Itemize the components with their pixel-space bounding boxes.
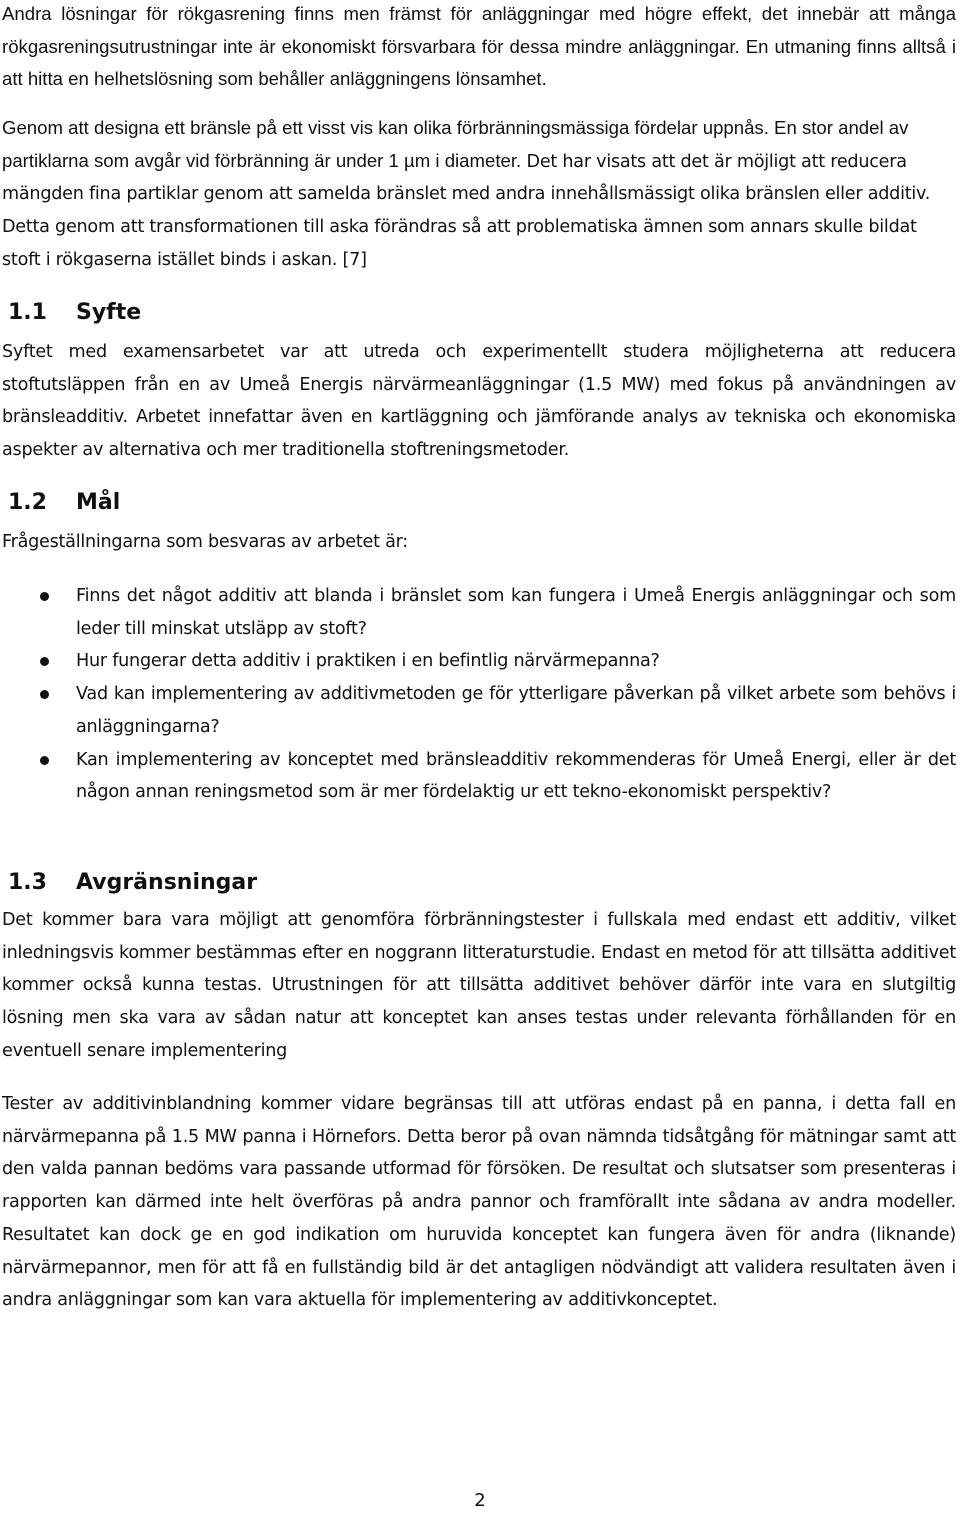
section-heading-mal: [8, 490, 120, 515]
section-number: 1.2: [8, 490, 47, 515]
list-item: [2, 645, 956, 678]
list-item-text: Vad kan implementering av additivmetoden ge för ytterligare påverkan på vilket arbete som behövs i anläggningarna?: [76, 684, 956, 737]
paragraph-intro-2b: Det har visats att det är möjligt att reducera mängden fina partiklar genom att samelda bränslet med andra innehållsmässigt olika bränslen eller additiv. Detta genom att transformationen till aska förändras så att problematiska ämnen som annars skulle bildat stoft i rökgaserna istället binds i askan. [7]: [2, 151, 931, 270]
list-item-text: Hur fungerar detta additiv i praktiken i en befintlig närvärmepanna?: [76, 651, 660, 672]
list-item: [2, 744, 956, 809]
paragraph-intro-2: [2, 112, 956, 277]
section-heading-avgransningar: [8, 870, 257, 895]
paragraph-mal: Frågeställningarna som besvaras av arbetet är:: [2, 532, 408, 552]
list-item-text: Kan implementering av konceptet med bränsleadditiv rekommenderas för Umeå Energi, eller är det någon annan reningsmetod som är mer fördelaktig ur ett tekno-ekonomiskt perspektiv?: [76, 749, 956, 803]
paragraph-intro-2a: Genom att designa ett bränsle på ett visst vis kan olika förbränningsmässiga fördelar uppnås. En stor andel av partiklarna som avgår vid förbränning är under 1 µm i diameter.: [2, 117, 909, 171]
paragraph-intro-1: Andra lösningar för rökgasrening finns men främst för anläggningar med högre effekt, det innebär att många rökgasreningsutrustningar inte är ekonomiskt försvarbara för dessa mindre anläggningar. En utmaning finns alltså i att hitta en helhetslösning som behåller anläggningens lönsamhet.: [2, 3, 956, 90]
list-item-text: Finns det något additiv att blanda i bränslet som kan fungera i Umeå Energis anläggningar och som leder till minskat utsläpp av stoft?: [76, 586, 956, 639]
list-item: [2, 678, 956, 743]
bullet-icon: [40, 690, 49, 699]
paragraph-avgransningar-1: Det kommer bara vara möjligt att genomföra förbränningstester i fullskala med endast ett additiv, vilket inledningsvis kommer bestämmas efter en noggrann litteraturstudie. Endast en metod för att tillsätta additivet kommer också kunna testas. Utrustningen för att tillsätta additivet behöver därför inte vara en slutgiltig lösning men ska vara av sådan natur att konceptet kan anses testas under relevanta förhållanden för en eventuell senare implementering: [2, 910, 956, 1061]
question-list: [2, 580, 956, 809]
paragraph-avgransningar-2: Tester av additivinblandning kommer vidare begränsas till att utföras endast på en panna, i detta fall en närvärmepanna på 1.5 MW panna i Hörnefors. Detta beror på ovan nämnda tidsåtgång för mätningar samt att den valda pannan bedöms vara passande utformad för försöken. De resultat och slutsatser som presenteras i rapporten kan därmed inte helt överföras på andra pannor och framförallt inte sådana av andra modeller. Resultatet kan dock ge en god indikation om huruvida konceptet kan fungera även för andra (liknande) närvärmepannor, men för att få en fullständig bild är det antagligen nödvändigt att validera resultaten även i andra anläggningar som kan vara aktuella för implementering av additivkonceptet.: [2, 1094, 956, 1311]
bullet-icon: [40, 756, 49, 765]
bullet-icon: [40, 657, 49, 666]
section-title: Avgränsningar: [76, 870, 258, 895]
section-number: 1.1: [8, 300, 47, 325]
section-heading-syfte: [8, 300, 141, 325]
page-number: 2: [474, 1490, 486, 1511]
bullet-icon: [40, 592, 49, 601]
section-number: 1.3: [8, 870, 47, 895]
section-title: Mål: [76, 490, 121, 515]
list-item: [2, 580, 956, 645]
paragraph-syfte: Syftet med examensarbetet var att utreda och experimentellt studera möjligheterna att reducera stoftutsläppen från en av Umeå Energis närvärmeanläggningar (1.5 MW) med fokus på användningen av bränsleadditiv. Arbetet innefattar även en kartläggning och jämförande analys av tekniska och ekonomiska aspekter av alternativa och mer traditionella stoftreningsmetoder.: [2, 342, 956, 461]
section-title: Syfte: [76, 300, 142, 325]
